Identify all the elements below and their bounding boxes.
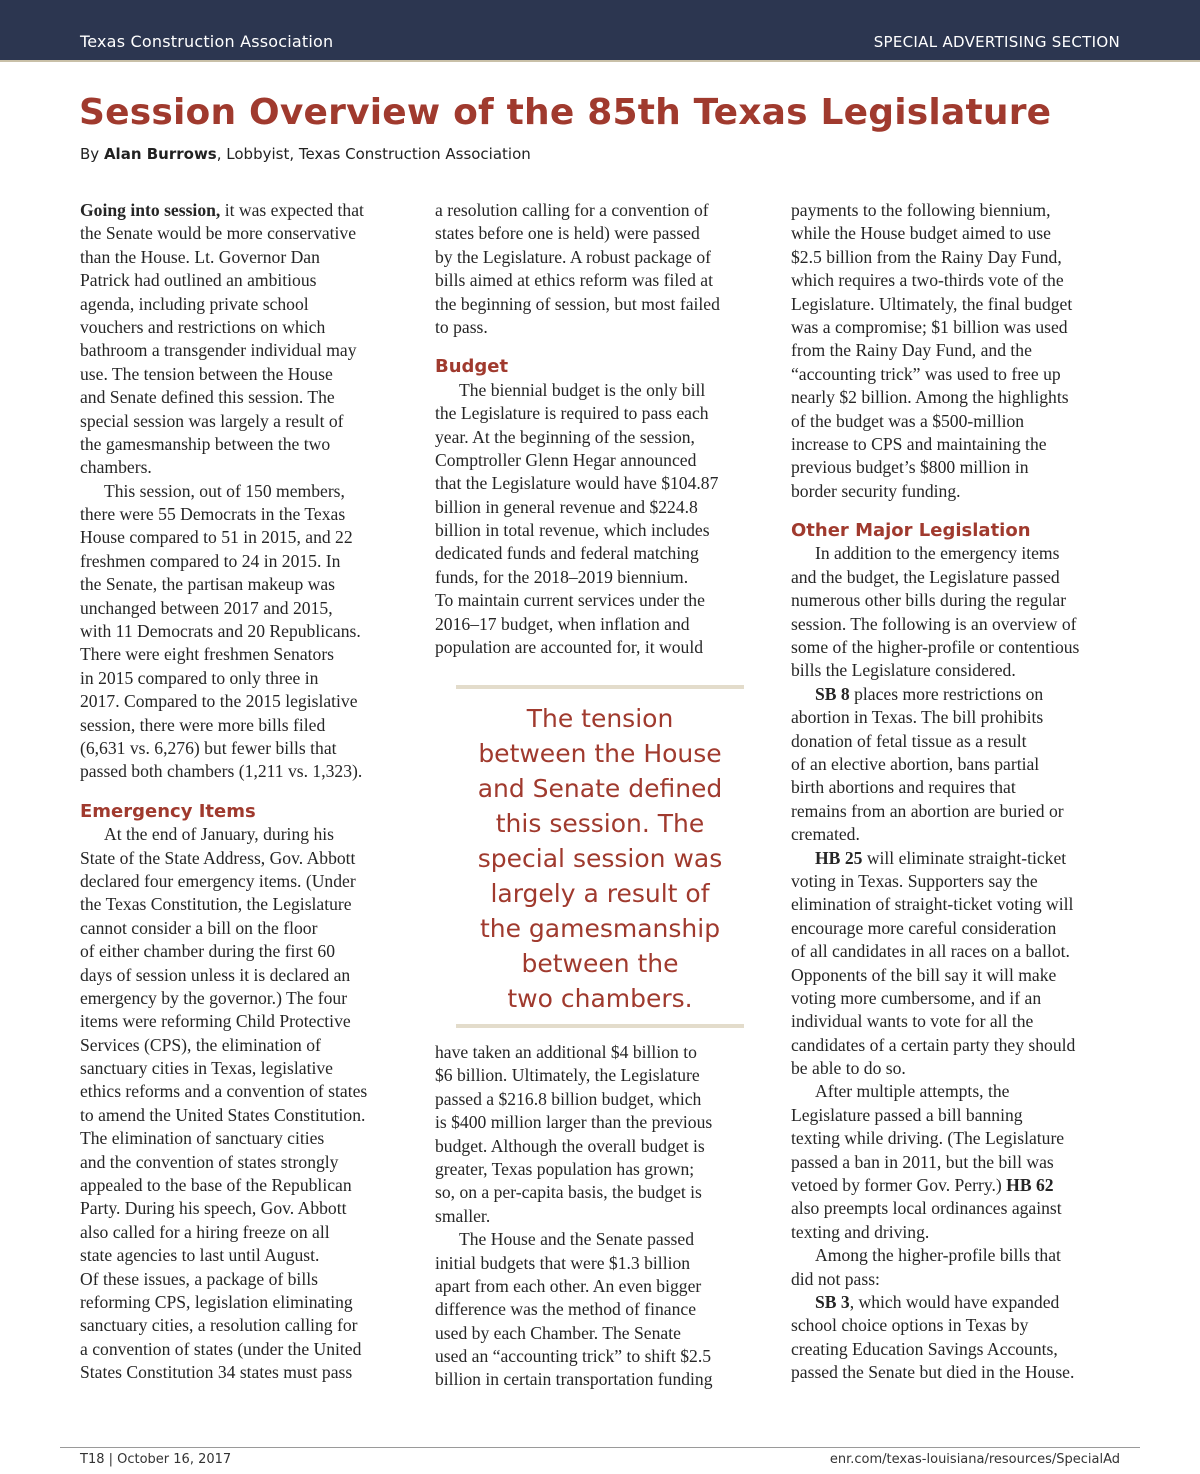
paragraph-line: payments to the following biennium, (791, 200, 1051, 220)
paragraph-line: emergency by the governor.) The four (80, 987, 348, 1008)
paragraph-line: also called for a hiring freeze on all (80, 1221, 330, 1242)
paragraph-line: use. The tension between the House (80, 363, 333, 384)
paragraph-line: 2017. Compared to the 2015 legislative (80, 691, 358, 712)
paragraph-line: cannot consider a bill on the floor (80, 917, 318, 938)
paragraph-line: This session, out of 150 members, (104, 480, 345, 501)
paragraph-line: Going into session, it was expected that (80, 200, 364, 220)
paragraph-line: SB 8 places more restrictions on (815, 683, 1044, 704)
paragraph-line: reforming CPS, legislation eliminating (80, 1291, 353, 1312)
paragraph-line: elimination of straight-ticket voting will (791, 894, 1074, 915)
paragraph-line: be able to do so. (791, 1058, 906, 1079)
paragraph-line: increase to CPS and maintaining the (791, 433, 1047, 454)
paragraph-line: to amend the United States Constitution. (80, 1104, 366, 1125)
author-name: Alan Burrows (103, 145, 217, 163)
column-1 (80, 199, 412, 1385)
byline (80, 145, 980, 163)
pull-quote (456, 685, 744, 1028)
paragraph-line: Services (CPS), the elimination of (80, 1034, 321, 1055)
paragraph-line: by the Legislature. A robust package of (435, 246, 712, 267)
paragraph-line: a resolution calling for a convention of (435, 200, 709, 220)
paragraph-line: billion in total revenue, which includes (435, 520, 710, 541)
paragraph-line: was a compromise; $1 billion was used (791, 316, 1068, 337)
paragraph-line: of an elective abortion, bans partial (791, 753, 1040, 774)
paragraph-line: so, on a per-capita basis, the budget is (435, 1182, 702, 1203)
pull-quote-line: largely a result of (490, 879, 710, 908)
paragraph-line: of either chamber during the first 60 (80, 941, 336, 962)
paragraph-line: the Senate would be more conservative (80, 223, 357, 244)
paragraph-line: $2.5 billion from the Rainy Day Fund, (791, 246, 1062, 267)
paragraph-line: is $400 million larger than the previous (435, 1112, 713, 1133)
paragraph-line: a convention of states (under the United (80, 1338, 362, 1359)
heading-budget: Budget (435, 356, 509, 378)
paragraph-line: year. At the beginning of the session, (435, 426, 695, 447)
bill-sb8: SB 8 (815, 683, 850, 704)
paragraph-line: greater, Texas population has grown; (435, 1158, 695, 1179)
author-role: , Lobbyist, Texas Construction Association (216, 145, 531, 163)
paragraph-line: (6,631 vs. 6,276) but fewer bills that (80, 737, 337, 758)
paragraph-line: $6 billion. Ultimately, the Legislature (435, 1065, 700, 1086)
paragraph-line: state agencies to last until August. (80, 1245, 320, 1266)
paragraph-line: in 2015 compared to only three in (80, 667, 319, 688)
paragraph-line: vouchers and restrictions on which (80, 316, 326, 337)
paragraph-line: remains from an abortion are buried or (791, 800, 1064, 821)
paragraph-line: bathroom a transgender individual may (80, 340, 357, 361)
paragraph-line: the beginning of session, but most failed (435, 293, 720, 314)
paragraph-line: sanctuary cities in Texas, legislative (80, 1058, 333, 1079)
paragraph-line: passed both chambers (1,211 vs. 1,323). (80, 761, 363, 782)
paragraph-line: nearly $2 billion. Among the highlights (791, 387, 1069, 408)
paragraph-line: texting and driving. (791, 1221, 930, 1242)
paragraph-line: encourage more careful consideration (791, 917, 1057, 938)
paragraph-line: the gamesmanship between the two (80, 433, 331, 454)
paragraph-line: individual wants to vote for all the (791, 1011, 1034, 1032)
paragraph-line: than the House. Lt. Governor Dan (80, 246, 320, 267)
paragraph-line: special session was largely a result of (80, 410, 344, 431)
paragraph-line: HB 25 will eliminate straight-ticket (815, 847, 1067, 868)
paragraph-line: unchanged between 2017 and 2015, (80, 597, 333, 618)
paragraph-line: creating Education Savings Accounts, (791, 1338, 1058, 1359)
paragraph-line: agenda, including private school (80, 293, 309, 314)
paragraph-line: The biennial budget is the only bill (459, 379, 706, 400)
pull-quote-line: special session was (477, 844, 723, 873)
paragraph-line: vetoed by former Gov. Perry.) HB 62 (791, 1175, 1054, 1196)
paragraph-line: used by each Chamber. The Senate (435, 1322, 681, 1343)
paragraph-line: smaller. (435, 1205, 491, 1226)
paragraph-line: days of session unless it is declared an (80, 964, 351, 985)
column-2 (435, 199, 767, 659)
pull-quote-line: between the House (478, 739, 722, 768)
paragraph-line: to pass. (435, 316, 488, 337)
paragraph-line: dedicated funds and federal matching (435, 543, 699, 564)
paragraph-line: birth abortions and requires that (791, 777, 1016, 798)
paragraph-line: voting in Texas. Supporters say the (791, 870, 1038, 891)
column-3 (791, 199, 1125, 1385)
pull-quote-line: and Senate defined (477, 774, 723, 803)
paragraph-line: did not pass: (791, 1268, 880, 1289)
paragraph-line: sanctuary cities, a resolution calling for (80, 1315, 358, 1336)
paragraph-line: initial budgets that were $1.3 billion (435, 1252, 691, 1273)
paragraph-line: Party. During his speech, Gov. Abbott (80, 1198, 347, 1219)
paragraph-line: school choice options in Texas by (791, 1315, 1029, 1336)
paragraph-line: 2016–17 budget, when inflation and (435, 613, 690, 634)
paragraph-line: Comptroller Glenn Hegar announced (435, 449, 697, 470)
paragraph-line: candidates of a certain party they should (791, 1034, 1076, 1055)
paragraph-line: previous budget’s $800 million in (791, 457, 1029, 478)
paragraph-line: Opponents of the bill say it will make (791, 964, 1057, 985)
article-title: Session Overview of the 85th Texas Legislature (79, 92, 1052, 133)
pull-quote-line: between the (521, 949, 679, 978)
paragraph-line: Among the higher-profile bills that (815, 1245, 1061, 1266)
paragraph-line: numerous other bills during the regular (791, 590, 1067, 611)
paragraph-line: declared four emergency items. (Under (80, 870, 356, 891)
paragraph-line: of the budget was a $500-million (791, 410, 1025, 431)
paragraph-line: funds, for the 2018–2019 biennium. (435, 566, 689, 587)
paragraph-line: After multiple attempts, the (815, 1081, 1010, 1102)
paragraph-line: House compared to 51 in 2015, and 22 (80, 527, 353, 548)
paragraph-line: In addition to the emergency items (815, 543, 1060, 564)
paragraph-line: Patrick had outlined an ambitious (80, 270, 317, 291)
paragraph-line: and Senate defined this session. The (80, 387, 335, 408)
paragraph-line: There were eight freshmen Senators (80, 644, 335, 665)
paragraph-line: session. The following is an overview of (791, 613, 1077, 634)
bill-sb3: SB 3 (815, 1291, 850, 1312)
paragraph-line: and the budget, the Legislature passed (791, 566, 1060, 587)
paragraph-line: billion in certain transportation funding (435, 1369, 713, 1390)
lead-in: Going into session, (80, 200, 221, 220)
footer-divider (60, 1447, 1140, 1448)
paragraph-line: population are accounted for, it would (435, 637, 704, 658)
organization-name: Texas Construction Association (80, 32, 334, 51)
paragraph-line: budget. Although the overall budget is (435, 1135, 705, 1156)
paragraph-line: states before one is held) were passed (435, 223, 700, 244)
paragraph-line: the Texas Constitution, the Legislature (80, 894, 352, 915)
paragraph-line: bills aimed at ethics reform was filed at (435, 270, 713, 291)
paragraph-line: have taken an additional $4 billion to (435, 1042, 697, 1062)
paragraph-line: States Constitution 34 states must pass (80, 1362, 353, 1383)
paragraph-line: appealed to the base of the Republican (80, 1175, 352, 1196)
paragraph-line: “accounting trick” was used to free up (791, 363, 1061, 384)
paragraph-line: The elimination of sanctuary cities (80, 1128, 325, 1149)
paragraph-line: bills the Legislature considered. (791, 660, 1016, 681)
paragraph-line: and the convention of states strongly (80, 1151, 339, 1172)
paragraph-line: that the Legislature would have $104.87 (435, 473, 719, 494)
paragraph-line: items were reforming Child Protective (80, 1011, 351, 1032)
paragraph-line: difference was the method of finance (435, 1299, 697, 1320)
paragraph-line: from the Rainy Day Fund, and the (791, 340, 1032, 361)
paragraph-line: The House and the Senate passed (459, 1229, 694, 1250)
heading-other-major-legislation: Other Major Legislation (791, 520, 1031, 542)
paragraph-line: of all candidates in all races on a ballot. (791, 941, 1070, 962)
paragraph-line: cremated. (791, 824, 860, 845)
paragraph-line: the Legislature is required to pass each (435, 403, 709, 424)
paragraph-line: To maintain current services under the (435, 590, 705, 611)
bill-hb62: HB 62 (1006, 1175, 1054, 1196)
section-label: SPECIAL ADVERTISING SECTION (873, 33, 1120, 51)
paragraph-line: border security funding. (791, 480, 961, 501)
pull-quote-line: The tension (526, 704, 674, 733)
paragraph-line: freshmen compared to 24 in 2015. In (80, 550, 341, 571)
paragraph-line: ethics reforms and a convention of states (80, 1081, 368, 1102)
paragraph-line: while the House budget aimed to use (791, 223, 1051, 244)
pull-quote-line: this session. The (495, 809, 705, 838)
paragraph-line: At the end of January, during his (104, 824, 334, 845)
header-bar (0, 0, 1200, 62)
paragraph-line: passed a ban in 2011, but the bill was (791, 1151, 1054, 1172)
byline-prefix: By (80, 145, 100, 163)
paragraph-line: there were 55 Democrats in the Texas (80, 504, 346, 525)
paragraph-line: voting more cumbersome, and if an (791, 987, 1042, 1008)
paragraph-line: used an “accounting trick” to shift $2.5 (435, 1346, 712, 1367)
paragraph-line: Of these issues, a package of bills (80, 1268, 318, 1289)
heading-emergency-items: Emergency Items (80, 800, 256, 822)
paragraph-line: State of the State Address, Gov. Abbott (80, 847, 356, 868)
paragraph-line: some of the higher-profile or contentious (791, 637, 1080, 658)
paragraph-line: apart from each other. An even bigger (435, 1275, 702, 1296)
paragraph-line: the Senate, the partisan makeup was (80, 574, 336, 595)
paragraph-line: passed a $216.8 billion budget, which (435, 1088, 702, 1109)
footer-url: enr.com/texas-louisiana/resources/SpecialAd (829, 1452, 1120, 1467)
paragraph-line: Legislature passed a bill banning (791, 1104, 1023, 1125)
paragraph-line: with 11 Democrats and 20 Republicans. (80, 621, 361, 642)
paragraph-line: passed the Senate but died in the House. (791, 1362, 1075, 1383)
paragraph-line: texting while driving. (The Legislature (791, 1128, 1065, 1149)
pull-quote-line: two chambers. (507, 984, 693, 1013)
paragraph-line: SB 3, which would have expanded (815, 1291, 1060, 1312)
paragraph-line: session, there were more bills filed (80, 714, 326, 735)
paragraph-line: billion in general revenue and $224.8 (435, 496, 698, 517)
paragraph-line: which requires a two-thirds vote of the (791, 270, 1064, 291)
bill-hb25: HB 25 (815, 847, 863, 868)
paragraph-line: Legislature. Ultimately, the final budget (791, 293, 1073, 314)
column-2-continued (435, 1041, 767, 1392)
paragraph-line: also preempts local ordinances against (791, 1198, 1062, 1219)
paragraph-line: donation of fetal tissue as a result (791, 730, 1027, 751)
paragraph-line: abortion in Texas. The bill prohibits (791, 707, 1044, 728)
page-info: T18 | October 16, 2017 (80, 1452, 232, 1467)
pull-quote-line: the gamesmanship (479, 914, 721, 943)
paragraph-line: chambers. (80, 457, 152, 478)
